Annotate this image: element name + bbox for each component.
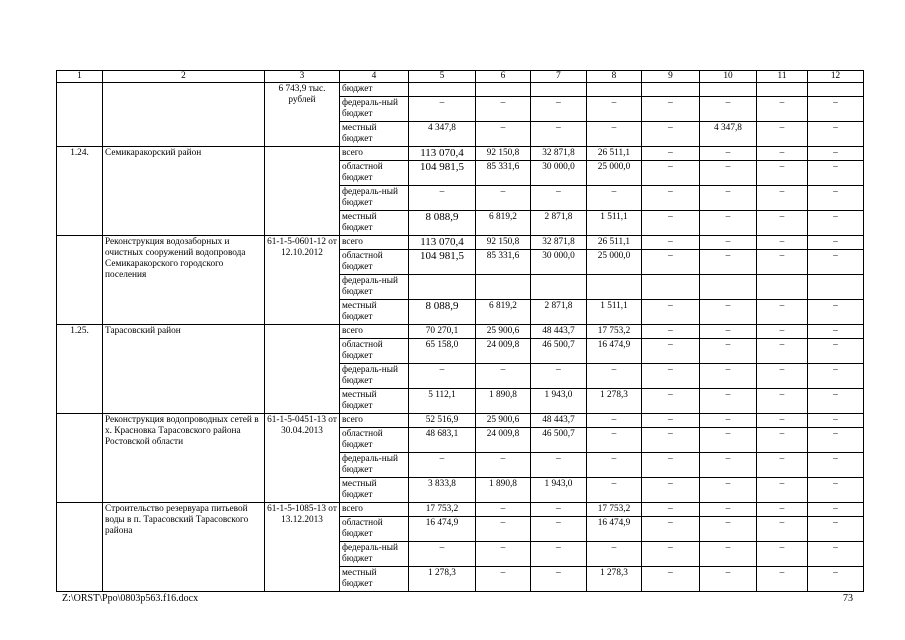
empty-value-dash: – (757, 300, 808, 325)
empty-value-dash: – (808, 542, 864, 567)
empty-value-dash: – (808, 211, 864, 236)
amount-cell: 92 150,8 (476, 147, 531, 161)
amount-cell: 16 474,9 (587, 339, 642, 364)
budget-label: местный бюджет (340, 478, 409, 503)
empty-cell (57, 414, 103, 503)
empty-value-dash: – (757, 97, 808, 122)
budget-label: федераль-ный бюджет (340, 186, 409, 211)
amount-cell: 5 112,1 (409, 389, 476, 414)
amount-cell: 26 511,1 (587, 147, 642, 161)
empty-value-dash: – (700, 250, 757, 275)
row-number: 1.25. (57, 325, 103, 414)
empty-value-dash: – (757, 453, 808, 478)
empty-value-dash: – (757, 428, 808, 453)
empty-value-dash: – (757, 325, 808, 339)
amount-cell: 1 943,0 (531, 389, 587, 414)
budget-label: всего (340, 414, 409, 428)
empty-value-dash: – (757, 236, 808, 250)
empty-value-dash: – (476, 97, 531, 122)
empty-value-dash: – (700, 186, 757, 211)
empty-value-dash: – (642, 453, 700, 478)
table-row (57, 236, 864, 250)
budget-label: областной бюджет (340, 161, 409, 186)
empty-value-dash: – (808, 339, 864, 364)
amount-cell: 113 070,4 (409, 147, 476, 161)
empty-value-dash: – (808, 186, 864, 211)
empty-value-dash: – (808, 428, 864, 453)
program-table (56, 70, 864, 592)
empty-value-dash: – (700, 339, 757, 364)
amount-cell: 3 833,8 (409, 478, 476, 503)
empty-value-dash: – (700, 478, 757, 503)
amount-cell: 25 900,6 (476, 414, 531, 428)
empty-value-dash: – (587, 122, 642, 147)
amount-cell: 6 819,2 (476, 211, 531, 236)
empty-cell (757, 83, 808, 97)
empty-value-dash: – (808, 325, 864, 339)
empty-cell (700, 83, 757, 97)
empty-value-dash: – (757, 147, 808, 161)
empty-value-dash: – (700, 517, 757, 542)
empty-cell (808, 275, 864, 300)
table-row (57, 147, 864, 161)
empty-value-dash: – (700, 325, 757, 339)
empty-value-dash: – (700, 428, 757, 453)
table-row (57, 83, 864, 97)
empty-value-dash: – (642, 517, 700, 542)
amount-cell: 1 943,0 (531, 478, 587, 503)
empty-cell (808, 83, 864, 97)
empty-value-dash: – (642, 147, 700, 161)
empty-value-dash: – (531, 364, 587, 389)
empty-cell (409, 275, 476, 300)
budget-label: федераль-ный бюджет (340, 275, 409, 300)
amount-cell: 1 511,1 (587, 211, 642, 236)
empty-cell (103, 83, 265, 147)
amount-cell: 104 981,5 (409, 250, 476, 275)
amount-cell: 26 511,1 (587, 236, 642, 250)
empty-value-dash: – (700, 236, 757, 250)
amount-cell: 46 500,7 (531, 428, 587, 453)
budget-label: местный бюджет (340, 122, 409, 147)
amount-cell: 1 278,3 (587, 567, 642, 592)
column-number: 7 (531, 71, 587, 83)
empty-value-dash: – (587, 186, 642, 211)
empty-value-dash: – (587, 414, 642, 428)
empty-value-dash: – (409, 97, 476, 122)
amount-cell: 85 331,6 (476, 161, 531, 186)
empty-cell (531, 83, 587, 97)
budget-label: всего (340, 147, 409, 161)
amount-cell: 8 088,9 (409, 211, 476, 236)
document-path: Z:\ORST\Ppo\0803p563.f16.docx (62, 593, 199, 604)
object-name: Реконструкция водозаборных и очистных сооружений водопровода Семикаракорского городского поселения (103, 236, 265, 325)
object-code: 61-1-5-0601-12 от 12.10.2012 (265, 236, 340, 325)
column-number: 11 (757, 71, 808, 83)
empty-value-dash: – (587, 364, 642, 389)
empty-value-dash: – (808, 364, 864, 389)
empty-value-dash: – (476, 364, 531, 389)
amount-cell: 17 753,2 (587, 503, 642, 517)
empty-value-dash: – (476, 186, 531, 211)
empty-value-dash: – (700, 97, 757, 122)
empty-value-dash: – (642, 97, 700, 122)
amount-cell: 2 871,8 (531, 211, 587, 236)
empty-value-dash: – (808, 389, 864, 414)
empty-value-dash: – (700, 503, 757, 517)
empty-value-dash: – (757, 414, 808, 428)
empty-value-dash: – (531, 122, 587, 147)
empty-cell (476, 275, 531, 300)
empty-value-dash: – (642, 478, 700, 503)
empty-value-dash: – (642, 389, 700, 414)
empty-value-dash: – (642, 364, 700, 389)
empty-value-dash: – (642, 211, 700, 236)
empty-value-dash: – (642, 300, 700, 325)
column-number: 6 (476, 71, 531, 83)
amount-cell: 16 474,9 (587, 517, 642, 542)
empty-value-dash: – (700, 567, 757, 592)
budget-label: областной бюджет (340, 428, 409, 453)
budget-label: федераль-ный бюджет (340, 542, 409, 567)
empty-value-dash: – (531, 453, 587, 478)
budget-label: бюджет (340, 83, 409, 97)
empty-value-dash: – (642, 339, 700, 364)
amount-cell: 8 088,9 (409, 300, 476, 325)
empty-value-dash: – (587, 542, 642, 567)
empty-value-dash: – (757, 478, 808, 503)
empty-value-dash: – (476, 567, 531, 592)
empty-cell (57, 236, 103, 325)
empty-value-dash: – (757, 567, 808, 592)
empty-cell (700, 275, 757, 300)
amount-cell: 1 511,1 (587, 300, 642, 325)
empty-value-dash: – (757, 122, 808, 147)
empty-value-dash: – (642, 161, 700, 186)
empty-value-dash: – (531, 186, 587, 211)
empty-value-dash: – (531, 542, 587, 567)
empty-value-dash: – (476, 542, 531, 567)
empty-value-dash: – (642, 503, 700, 517)
empty-value-dash: – (531, 517, 587, 542)
column-number: 2 (103, 71, 265, 83)
budget-label: областной бюджет (340, 339, 409, 364)
amount-cell: 4 347,8 (700, 122, 757, 147)
column-number-row (57, 71, 864, 83)
amount-cell: 46 500,7 (531, 339, 587, 364)
table-row (57, 503, 864, 517)
amount-cell: 4 347,8 (409, 122, 476, 147)
amount-cell: 1 278,3 (587, 389, 642, 414)
empty-value-dash: – (531, 97, 587, 122)
empty-value-dash: – (700, 542, 757, 567)
empty-value-dash: – (808, 300, 864, 325)
empty-value-dash: – (757, 339, 808, 364)
empty-value-dash: – (757, 517, 808, 542)
amount-cell: 1 278,3 (409, 567, 476, 592)
empty-cell (587, 83, 642, 97)
column-number: 9 (642, 71, 700, 83)
empty-value-dash: – (808, 122, 864, 147)
empty-value-dash: – (642, 567, 700, 592)
empty-value-dash: – (409, 186, 476, 211)
empty-value-dash: – (700, 414, 757, 428)
empty-value-dash: – (642, 542, 700, 567)
district-name: Тарасовский район (103, 325, 265, 414)
amount-cell: 25 900,6 (476, 325, 531, 339)
amount-cell: 92 150,8 (476, 236, 531, 250)
amount-cell: 48 683,1 (409, 428, 476, 453)
budget-label: областной бюджет (340, 250, 409, 275)
empty-cell (757, 275, 808, 300)
budget-label: местный бюджет (340, 300, 409, 325)
column-number: 12 (808, 71, 864, 83)
empty-value-dash: – (757, 389, 808, 414)
amount-cell: 24 009,8 (476, 428, 531, 453)
empty-value-dash: – (757, 542, 808, 567)
empty-value-dash: – (808, 517, 864, 542)
amount-cell: 70 270,1 (409, 325, 476, 339)
amount-cell: 30 000,0 (531, 161, 587, 186)
amount-cell: 25 000,0 (587, 250, 642, 275)
budget-label: федераль-ный бюджет (340, 453, 409, 478)
amount-cell: 113 070,4 (409, 236, 476, 250)
empty-value-dash: – (531, 567, 587, 592)
empty-value-dash: – (409, 453, 476, 478)
empty-value-dash: – (476, 517, 531, 542)
empty-value-dash: – (642, 428, 700, 453)
empty-value-dash: – (757, 186, 808, 211)
budget-label: федераль-ный бюджет (340, 97, 409, 122)
empty-value-dash: – (587, 478, 642, 503)
empty-cell (587, 275, 642, 300)
empty-value-dash: – (757, 161, 808, 186)
budget-label: всего (340, 236, 409, 250)
empty-value-dash: – (531, 503, 587, 517)
budget-label: федераль-ный бюджет (340, 364, 409, 389)
budget-label: местный бюджет (340, 389, 409, 414)
amount-cell: 65 158,0 (409, 339, 476, 364)
table-row (57, 414, 864, 428)
amount-cell: 17 753,2 (587, 325, 642, 339)
amount-cell: 1 890,8 (476, 389, 531, 414)
amount-cell: 48 443,7 (531, 325, 587, 339)
amount-cell: 6 819,2 (476, 300, 531, 325)
empty-value-dash: – (642, 236, 700, 250)
empty-value-dash: – (587, 428, 642, 453)
budget-label: местный бюджет (340, 211, 409, 236)
object-name: Строительство резервуара питьевой воды в п. Тарасовский Тарасовского района (103, 503, 265, 592)
amount-cell: 16 474,9 (409, 517, 476, 542)
empty-value-dash: – (700, 147, 757, 161)
empty-cell (265, 147, 340, 236)
empty-value-dash: – (808, 478, 864, 503)
budget-label: всего (340, 503, 409, 517)
amount-cell: 52 516,9 (409, 414, 476, 428)
empty-cell (57, 83, 103, 147)
amount-cell: 85 331,6 (476, 250, 531, 275)
object-name: Реконструкция водопроводных сетей в х. Красновка Тарасовского района Ростовской области (103, 414, 265, 503)
empty-value-dash: – (808, 161, 864, 186)
page-number: 73 (843, 593, 853, 604)
empty-cell (642, 83, 700, 97)
empty-value-dash: – (700, 364, 757, 389)
empty-value-dash: – (808, 147, 864, 161)
empty-cell (265, 325, 340, 414)
table-row (57, 325, 864, 339)
empty-value-dash: – (808, 236, 864, 250)
empty-value-dash: – (476, 453, 531, 478)
column-number: 4 (340, 71, 409, 83)
column-number: 5 (409, 71, 476, 83)
empty-cell (409, 83, 476, 97)
empty-value-dash: – (642, 250, 700, 275)
empty-value-dash: – (757, 503, 808, 517)
amount-cell: 32 871,8 (531, 236, 587, 250)
empty-value-dash: – (757, 364, 808, 389)
empty-value-dash: – (700, 300, 757, 325)
empty-value-dash: – (808, 503, 864, 517)
empty-cell (642, 275, 700, 300)
empty-cell (531, 275, 587, 300)
empty-value-dash: – (587, 97, 642, 122)
empty-cell (476, 83, 531, 97)
amount-cell: 1 890,8 (476, 478, 531, 503)
empty-value-dash: – (476, 503, 531, 517)
object-code: 61-1-5-1085-13 от 13.12.2013 (265, 503, 340, 592)
empty-value-dash: – (808, 414, 864, 428)
amount-cell: 25 000,0 (587, 161, 642, 186)
empty-value-dash: – (757, 250, 808, 275)
empty-value-dash: – (808, 567, 864, 592)
empty-value-dash: – (700, 161, 757, 186)
empty-value-dash: – (642, 186, 700, 211)
cost-estimate: 6 743,9 тыс. рублей (265, 83, 340, 147)
empty-value-dash: – (757, 211, 808, 236)
amount-cell: 32 871,8 (531, 147, 587, 161)
empty-value-dash: – (409, 364, 476, 389)
amount-cell: 104 981,5 (409, 161, 476, 186)
amount-cell: 24 009,8 (476, 339, 531, 364)
row-number: 1.24. (57, 147, 103, 236)
empty-value-dash: – (808, 97, 864, 122)
object-code: 61-1-5-0451-13 от 30.04.2013 (265, 414, 340, 503)
amount-cell: 2 871,8 (531, 300, 587, 325)
amount-cell: 48 443,7 (531, 414, 587, 428)
column-number: 8 (587, 71, 642, 83)
empty-value-dash: – (587, 453, 642, 478)
amount-cell: 17 753,2 (409, 503, 476, 517)
district-name: Семикаракорский район (103, 147, 265, 236)
amount-cell: 30 000,0 (531, 250, 587, 275)
empty-value-dash: – (700, 211, 757, 236)
empty-value-dash: – (409, 542, 476, 567)
empty-value-dash: – (642, 325, 700, 339)
empty-value-dash: – (808, 250, 864, 275)
column-number: 3 (265, 71, 340, 83)
budget-label: областной бюджет (340, 517, 409, 542)
column-number: 1 (57, 71, 103, 83)
empty-value-dash: – (642, 414, 700, 428)
empty-value-dash: – (476, 122, 531, 147)
budget-label: всего (340, 325, 409, 339)
empty-value-dash: – (700, 389, 757, 414)
empty-value-dash: – (642, 122, 700, 147)
budget-label: местный бюджет (340, 567, 409, 592)
empty-value-dash: – (700, 453, 757, 478)
empty-value-dash: – (808, 453, 864, 478)
column-number: 10 (700, 71, 757, 83)
empty-cell (57, 503, 103, 592)
